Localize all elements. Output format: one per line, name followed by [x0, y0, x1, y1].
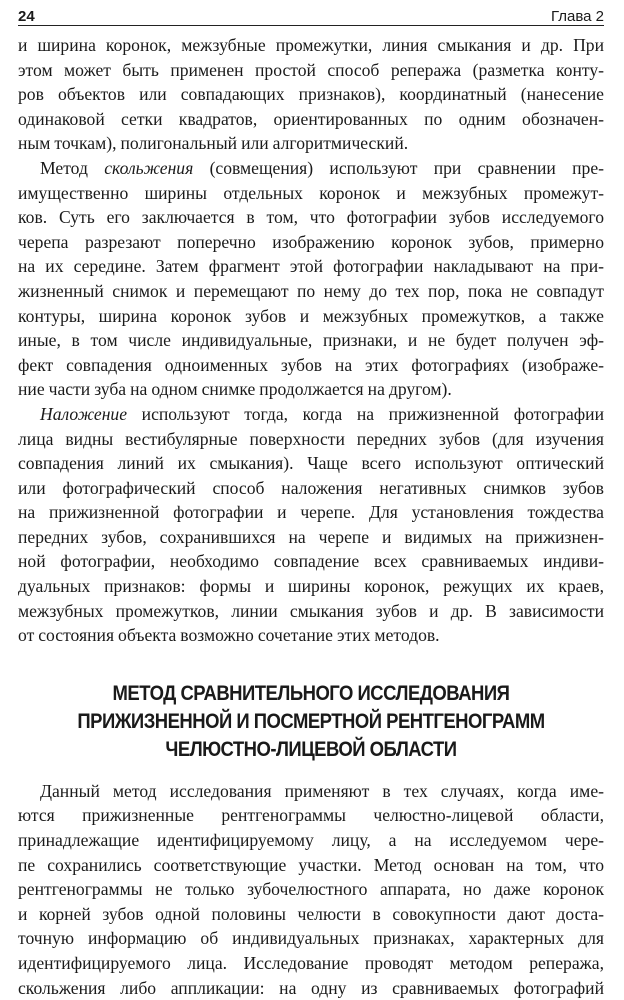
text-line: от состояния объекта возможно сочетание этих методов. [18, 625, 440, 646]
text-line: на их середине. Затем фрагмент этой фотографии накладывают на при- [18, 256, 604, 277]
section-heading [59, 679, 563, 763]
text-line: и корней зубов одной половины челюсти в совокупности дают доста- [18, 903, 604, 924]
text-line: и ширина коронок, межзубные промежутки, линия смыкания и др. При [18, 35, 604, 55]
text-line: контуры, ширина коронок зубов и межзубных промежутков, а также [18, 305, 604, 326]
paragraph-sliding-method [18, 156, 604, 402]
heading-line: ЧЕЛЮСТНО-ЛИЦЕВОЙ ОБЛАСТИ [165, 736, 457, 761]
chapter-title: Глава 2 [550, 8, 604, 25]
page-number: 24 [18, 8, 35, 25]
term-overlay: Наложение [40, 403, 128, 424]
text-line: совпадения линий их смыкания). Чаще всего используют оптический [18, 453, 604, 474]
running-header [18, 0, 604, 26]
text-line: жизненный снимок и перемещают по нему до тех пор, пока не совпадут [18, 280, 604, 301]
text-line: одинаковой сетки квадратов, ориентированных по одним обозначен- [18, 108, 604, 129]
text-line: ной фотографии, необходимо совпадение всех сравниваемых индиви- [18, 551, 604, 572]
term-sliding: скольжения [104, 157, 194, 178]
text-line: этом может быть применен простой способ репеража (разметка конту- [18, 59, 604, 80]
text-line: принадлежащие идентифицируемому лицу, а на исследуемом чере- [18, 830, 604, 851]
text-line: фект совпадения одноименных зубов на этих фотографиях (изображе- [18, 354, 604, 375]
text-line: ются прижизненные рентгенограммы челюстно-лицевой области, [18, 805, 604, 826]
text-line: скольжения либо аппликации: на одну из сравниваемых фотографий [18, 977, 604, 998]
text-line: на прижизненной фотографии и черепе. Для установления тождества [18, 502, 604, 523]
text-line: имущественно ширины отдельных коронок и межзубных промежут- [18, 182, 604, 203]
text-line: Данный метод исследования применяют в тех случаях, когда име- [40, 780, 604, 801]
paragraph-1 [18, 33, 604, 156]
text-line: иные, в том числе индивидуальные, признаки, и не будет получен эф- [18, 330, 604, 351]
text-line: пе сохранились соответствующие участки. Метод основан на том, что [18, 854, 604, 875]
text-line: ков. Суть его заключается в том, что фотографии зубов исследуемого [18, 207, 604, 228]
text-line: или фотографический способ наложения негативных снимков зубов [18, 477, 604, 498]
text-line: рентгенограммы не только зубочелюстного аппарата, но даже коронок [18, 879, 604, 900]
text-line: ров объектов или совпадающих признаков), координатный (нанесение [18, 84, 604, 105]
text-line: ние части зуба на одном снимке продолжается на другом). [18, 379, 452, 400]
text-line: Метод скольжения (совмещения) используют при сравнении пре- [40, 157, 604, 178]
paragraph-radiograph-method [18, 779, 604, 1000]
paragraph-overlay-method [18, 402, 604, 648]
heading-line: ПРИЖИЗНЕННОЙ И ПОСМЕРТНОЙ РЕНТГЕНОГРАММ [77, 708, 545, 733]
text-line: передних зубов, сохранившихся на черепе и видимых на прижизнен- [18, 526, 604, 547]
text-line: Наложение используют тогда, когда на прижизненной фотографии [40, 403, 604, 424]
text-line: точную информацию об индивидуальных признаках, характерных для [18, 928, 604, 949]
text-line: ным точкам), полигональный или алгоритмический. [18, 133, 409, 154]
text-line: дуальных признаков: формы и ширины коронок, режущих их краев, [18, 576, 604, 597]
text-line: лица видны вестибулярные поверхности передних зубов (для изучения [18, 428, 604, 449]
text-line: межзубных промежутков, линии смыкания зубов и др. В зависимости [18, 600, 604, 621]
text-line: идентифицируемого лица. Исследование проводят методом репеража, [18, 953, 604, 973]
heading-line: МЕТОД СРАВНИТЕЛЬНОГО ИССЛЕДОВАНИЯ [112, 680, 510, 705]
text-line: черепа разрезают поперечно изображению коронок зубов, примерно [18, 231, 604, 252]
